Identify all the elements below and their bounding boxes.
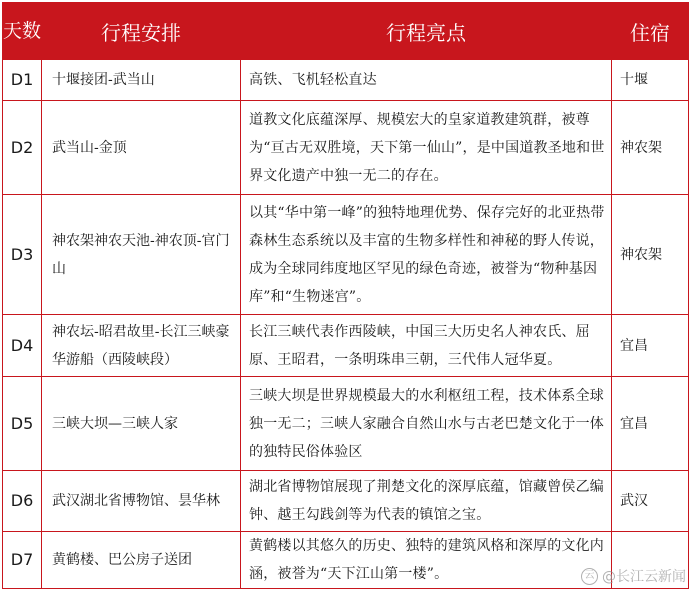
- table-row: [3, 60, 689, 101]
- plan-cell: 武当山-金顶: [42, 101, 241, 195]
- table-row: [3, 101, 689, 195]
- header-highlights: 行程亮点: [241, 3, 612, 60]
- stay-cell: 神农架: [612, 101, 689, 195]
- table-row: [3, 377, 689, 471]
- highlights-cell: 以其“华中第一峰”的独特地理优势、保存完好的北亚热带森林生态系统以及丰富的生物多样性和神秘的野人传说，成为全球同纬度地区罕见的绿色奇迹，被誉为“物种基因库”和“生物迷宫”。: [241, 195, 612, 315]
- itinerary-table: [2, 2, 689, 589]
- day-cell: D5: [3, 377, 42, 471]
- stay-cell: 十堰: [612, 60, 689, 101]
- day-cell: D7: [3, 532, 42, 589]
- table-body: [3, 60, 689, 589]
- day-cell: D3: [3, 195, 42, 315]
- header-day: 天数: [3, 3, 42, 60]
- highlights-cell: 湖北省博物馆展现了荆楚文化的深厚底蕴，馆藏曾侯乙编钟、越王勾践剑等为代表的镇馆之宝。: [241, 471, 612, 532]
- stay-cell: 武汉: [612, 471, 689, 532]
- day-cell: D1: [3, 60, 42, 101]
- day-cell: D4: [3, 315, 42, 377]
- highlights-cell: 道教文化底蕴深厚、规模宏大的皇家道教建筑群，被尊为“亘古无双胜境，天下第一仙山”，是中国道教圣地和世界文化遗产中独一无二的存在。: [241, 101, 612, 195]
- highlights-cell: 长江三峡代表作西陵峡，中国三大历史名人神农氏、屈原、王昭君，一条明珠串三朝，三代伟人冠华夏。: [241, 315, 612, 377]
- day-cell: D6: [3, 471, 42, 532]
- highlights-cell: 黄鹤楼以其悠久的历史、独特的建筑风格和深厚的文化内涵，被誉为“天下江山第一楼”。: [241, 532, 612, 589]
- stay-cell: 神农架: [612, 195, 689, 315]
- plan-cell: 武汉湖北省博物馆、昙华林: [42, 471, 241, 532]
- table-row: [3, 471, 689, 532]
- header-stay: 住宿: [612, 3, 689, 60]
- watermark: [581, 566, 686, 586]
- watermark-text: @长江云新闻: [602, 569, 686, 585]
- day-cell: D2: [3, 101, 42, 195]
- table-row: [3, 195, 689, 315]
- table-header: [3, 3, 689, 60]
- highlights-cell: 三峡大坝是世界规模最大的水利枢纽工程，技术体系全球独一无二；三峡人家融合自然山水与古老巴楚文化于一体的独特民俗体验区: [241, 377, 612, 471]
- stay-cell: 宜昌: [612, 315, 689, 377]
- stay-cell: 宜昌: [612, 377, 689, 471]
- table-row: [3, 315, 689, 377]
- plan-cell: 十堰接团-武当山: [42, 60, 241, 101]
- plan-cell: 神农架神农天池-神农顶-官门山: [42, 195, 241, 315]
- highlights-cell: 高铁、飞机轻松直达: [241, 60, 612, 101]
- plan-cell: 黄鹤楼、巴公房子送团: [42, 532, 241, 589]
- header-plan: 行程安排: [42, 3, 241, 60]
- plan-cell: 神农坛-昭君故里-长江三峡豪华游船（西陵峡段）: [42, 315, 241, 377]
- changjiang-cloud-logo-icon: 云: [581, 568, 598, 585]
- header-row: [3, 3, 689, 60]
- plan-cell: 三峡大坝—三峡人家: [42, 377, 241, 471]
